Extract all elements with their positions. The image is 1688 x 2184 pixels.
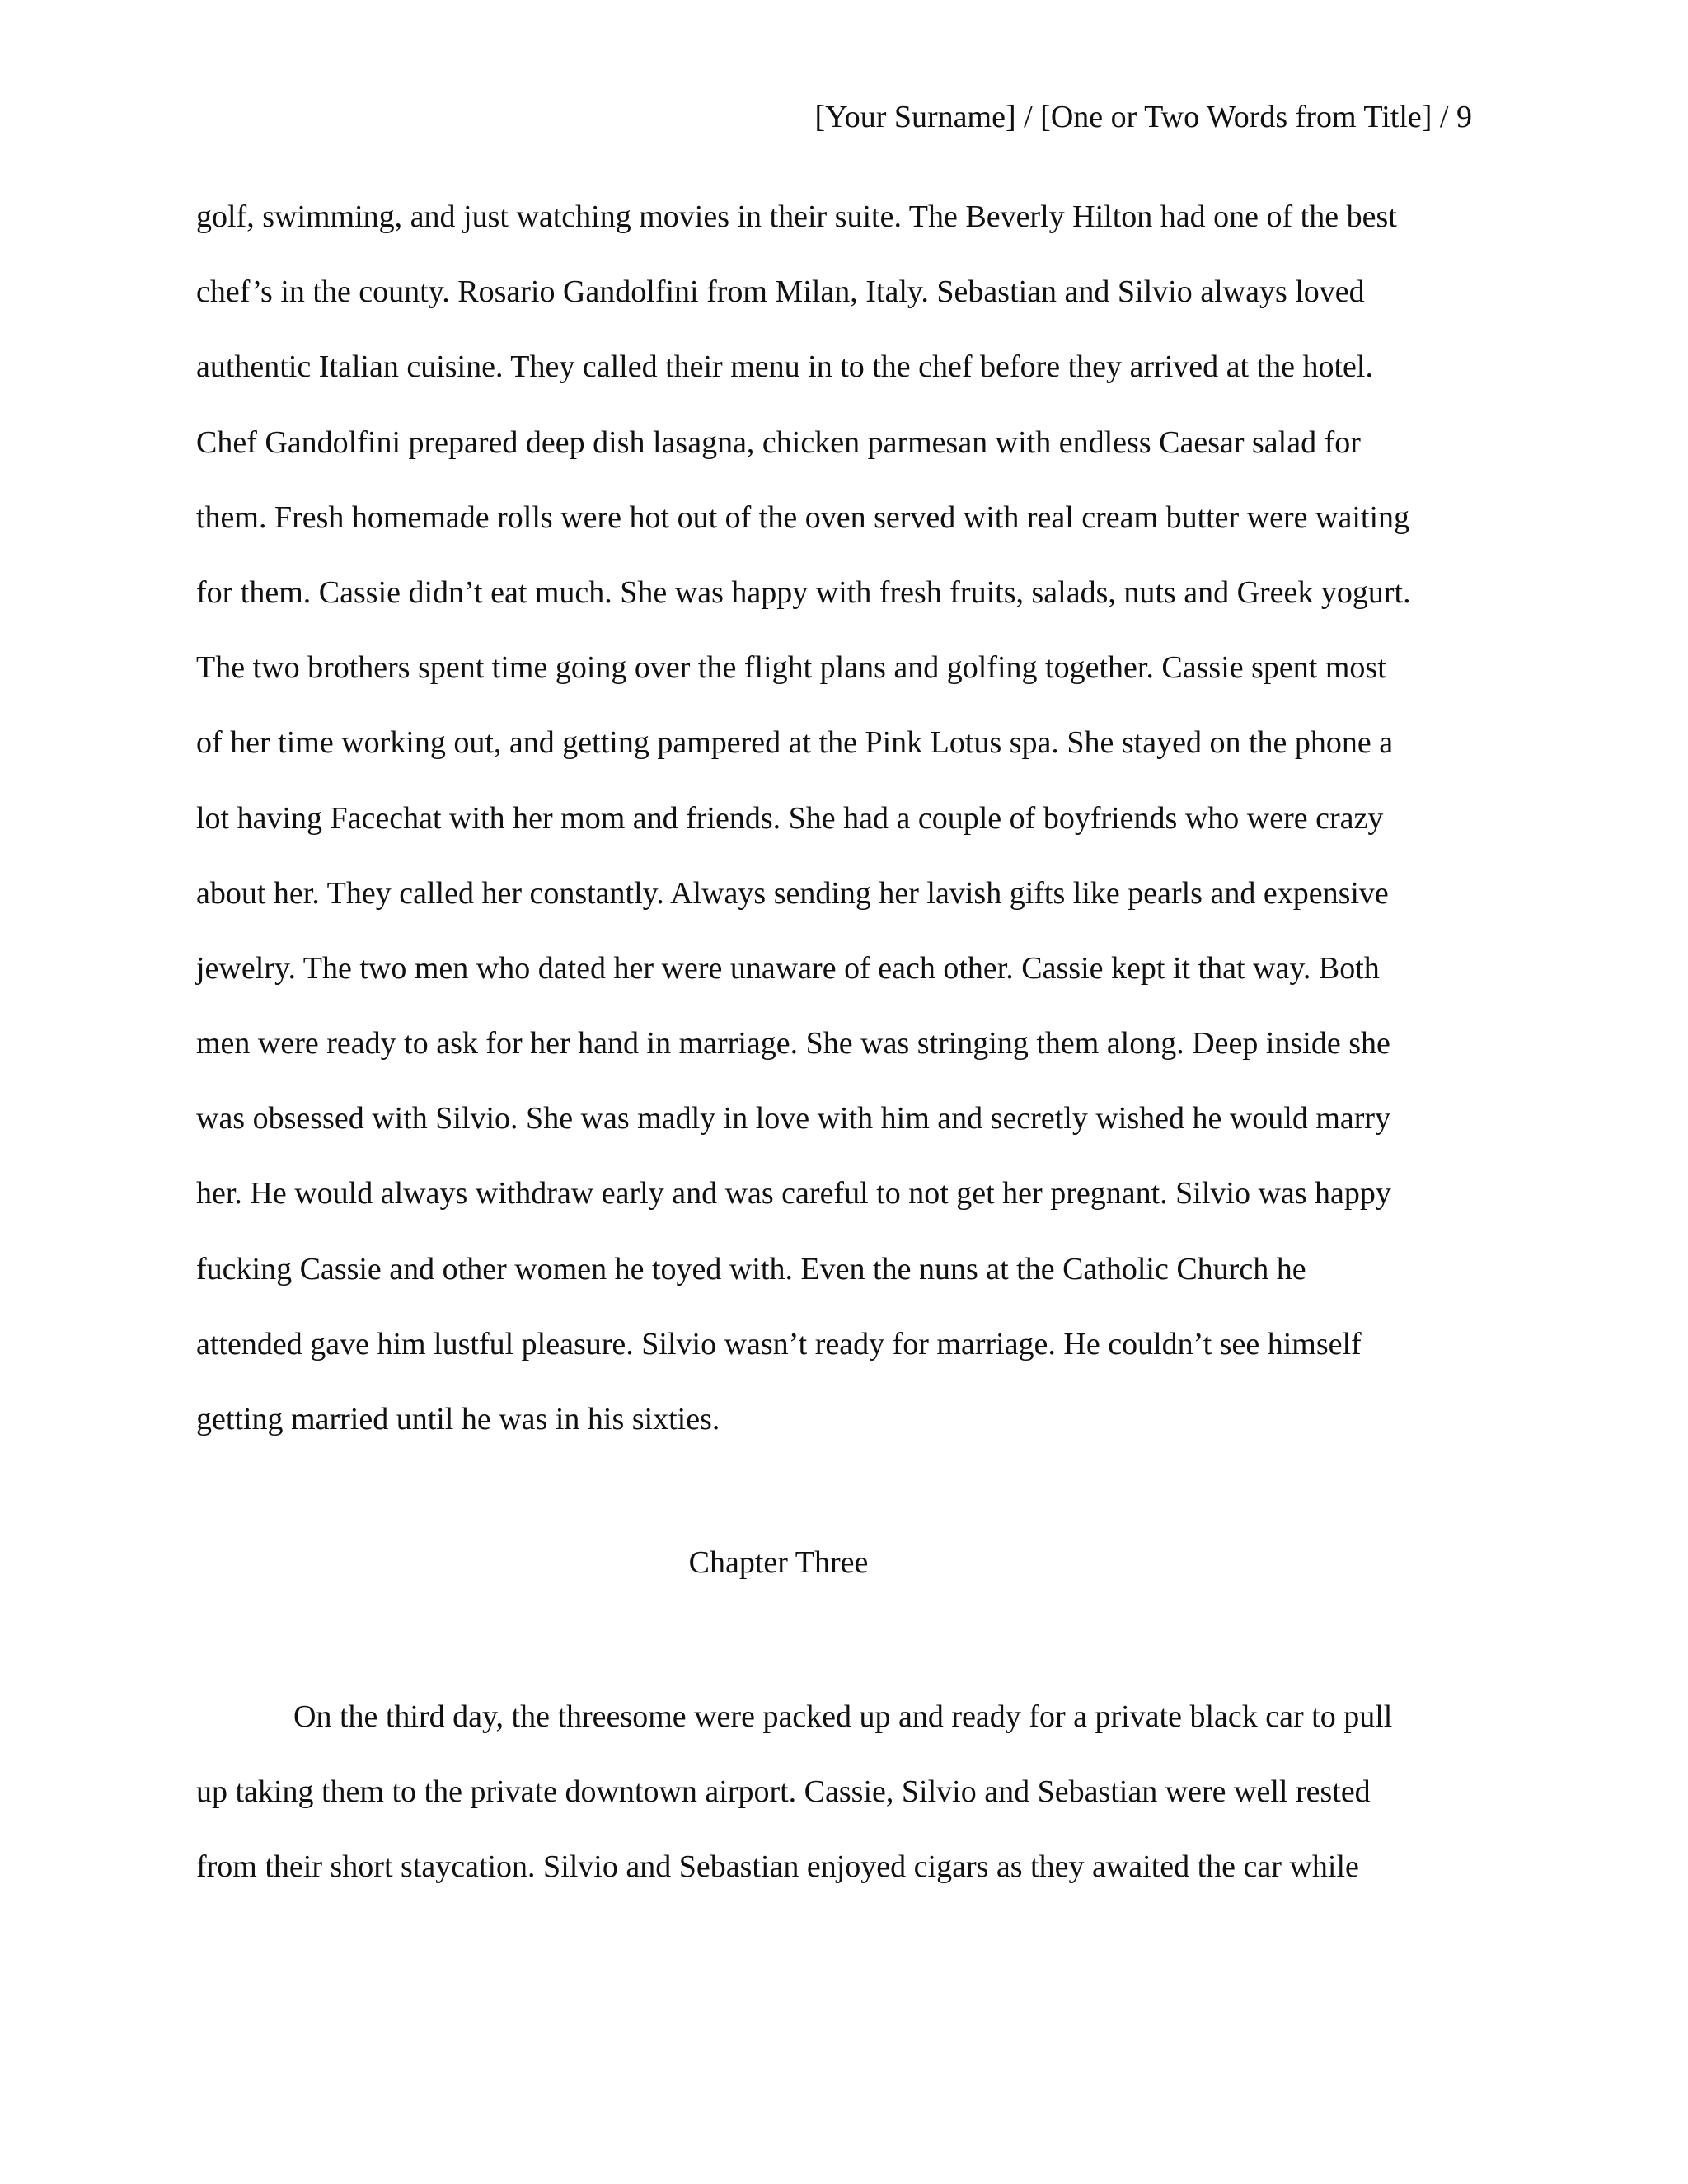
paragraph-line: lot having Facechat with her mom and friends. She had a couple of boyfriends who were crazy — [196, 800, 1384, 836]
paragraph-first-line: On the third day, the threesome were packed up and ready for a private black car to pull — [293, 1699, 1393, 1734]
body-paragraph — [196, 1680, 1465, 1905]
paragraph-line: golf, swimming, and just watching movies in their suite. The Beverly Hilton had one of the best — [196, 199, 1397, 234]
paragraph-line: them. Fresh homemade rolls were hot out of the oven served with real cream butter were waiting — [196, 499, 1410, 535]
paragraph-line: jewelry. The two men who dated her were unaware of each other. Cassie kept it that way. Both — [196, 950, 1380, 986]
paragraph-line: her. He would always withdraw early and was careful to not get her pregnant. Silvio was happy — [196, 1176, 1391, 1212]
paragraph-line: fucking Cassie and other women he toyed with. Even the nuns at the Catholic Church he — [196, 1251, 1306, 1286]
paragraph-line: about her. They called her constantly. Always sending her lavish gifts like pearls and expensive — [196, 875, 1389, 911]
paragraph-line: was obsessed with Silvio. She was madly in love with him and secretly wished he would marry — [196, 1101, 1391, 1137]
paragraph-line: for them. Cassie didn’t eat much. She was happy with fresh fruits, salads, nuts and Greek yogurt. — [196, 574, 1411, 610]
paragraph-line: up taking them to the private downtown airport. Cassie, Silvio and Sebastian were well rested — [196, 1774, 1371, 1810]
paragraph-line: authentic Italian cuisine. They called their menu in to the chef before they arrived at the hotel. — [196, 349, 1373, 385]
paragraph-line: from their short staycation. Silvio and Sebastian enjoyed cigars as they awaited the car while — [196, 1849, 1359, 1885]
running-head: [Your Surname] / [One or Two Words from Title] / 9 — [814, 100, 1472, 134]
paragraph-line: chef’s in the county. Rosario Gandolfini from Milan, Italy. Sebastian and Silvio always loved — [196, 274, 1365, 310]
paragraph-line: The two brothers spent time going over the flight plans and golfing together. Cassie spent most — [196, 650, 1386, 686]
paragraph-line: of her time working out, and getting pampered at the Pink Lotus spa. She stayed on the phone a — [196, 725, 1394, 761]
paragraph-line: attended gave him lustful pleasure. Silvio wasn’t ready for marriage. He couldn’t see himself — [196, 1326, 1362, 1361]
chapter-heading: Chapter Three — [688, 1545, 869, 1580]
body-paragraph — [196, 180, 1465, 1457]
paragraph-line: getting married until he was in his sixties. — [196, 1402, 720, 1436]
paragraph-line: Chef Gandolfini prepared deep dish lasagna, chicken parmesan with endless Caesar salad for — [196, 424, 1361, 460]
paragraph-line: men were ready to ask for her hand in marriage. She was stringing them along. Deep inside she — [196, 1026, 1390, 1062]
